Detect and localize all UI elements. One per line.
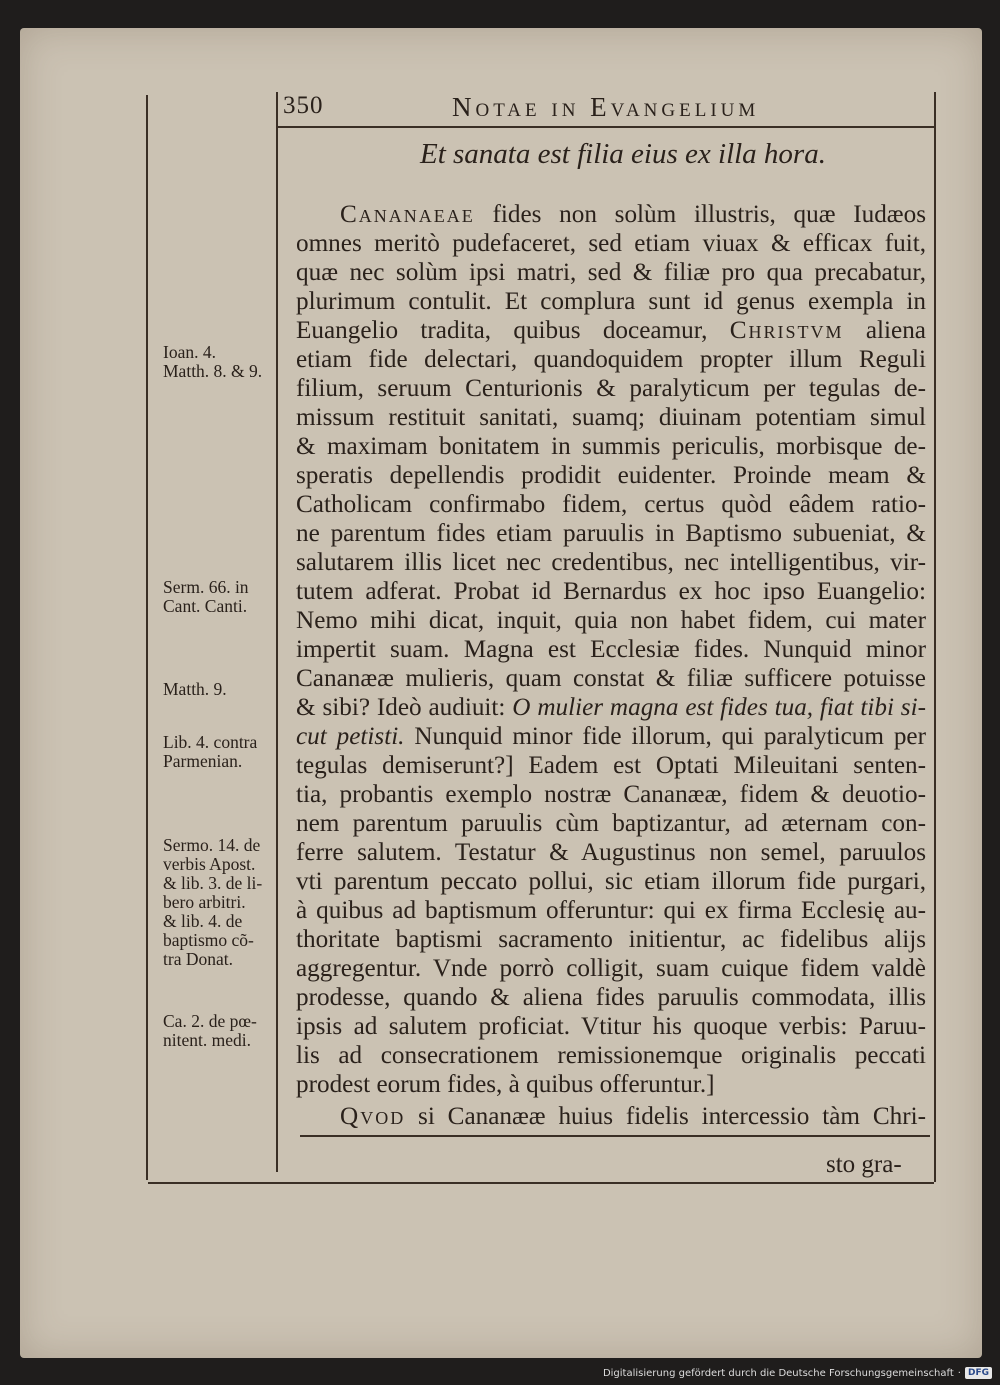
- marginal-note-line: Sermo. 14. de: [163, 835, 261, 855]
- line-text: filium, seruum Centurionis & paralyticum per tegulas de-: [296, 375, 926, 402]
- line-text: ipsis ad salutem proficiat. Vtitur his quoque verbis: Paruu-: [296, 1013, 926, 1040]
- text-line: [296, 751, 926, 780]
- text-line: [296, 925, 926, 954]
- line-text: Nunquid minor fide illorum, qui paralyticum per: [404, 723, 926, 750]
- text-line: [296, 461, 926, 490]
- text-line: [296, 258, 926, 287]
- top-rule: [276, 126, 936, 128]
- initial-word: Cananaeae: [340, 201, 475, 228]
- text-line: [296, 954, 926, 983]
- line-text: & maximam bonitatem in summis periculis, morbisque de-: [296, 433, 926, 460]
- marginal-note: [163, 578, 249, 616]
- line-text: aggregentur. Vnde porrò colligit, suam cuique fidem valdè: [296, 955, 926, 982]
- text-line: [296, 287, 926, 316]
- line-text: plurimum contulit. Et complura sunt id genus exempla in: [296, 288, 926, 315]
- text-line: [296, 693, 926, 722]
- text-end-rule: [300, 1135, 930, 1137]
- marginal-note: [163, 733, 257, 771]
- dfg-logo: DFG: [965, 1367, 992, 1379]
- text-line: [296, 780, 926, 809]
- text-line: [296, 374, 926, 403]
- text-line: [296, 867, 926, 896]
- line-text: ne parentum fides etiam paruulis in Baptismo subueniat, &: [296, 520, 926, 547]
- text-line: [296, 722, 926, 751]
- right-frame-rule: [934, 92, 936, 1182]
- line-text: & sibi? Ideò audiuit:: [296, 694, 513, 721]
- marginal-note: [163, 836, 262, 969]
- text-line: [296, 519, 926, 548]
- marginal-note-line: & lib. 4. de: [163, 911, 243, 931]
- text-line: [296, 896, 926, 925]
- text-line: [296, 200, 926, 229]
- text-line: [296, 606, 926, 635]
- line-text: si Cananææ huius fidelis intercessio tàm Chri-: [405, 1103, 926, 1130]
- verse-subtitle: Et sanata est filia eius ex illa hora.: [420, 138, 826, 170]
- marginal-note: [163, 680, 227, 699]
- line-text: quæ nec solùm ipsi matri, sed & filiæ pro qua precabatur,: [296, 259, 926, 286]
- text-line: [296, 664, 926, 693]
- marginal-note-line: Ioan. 4.: [163, 342, 216, 362]
- line-text: prodest eorum fides, à quibus offeruntur.]: [296, 1071, 715, 1098]
- text-line: [296, 838, 926, 867]
- marginal-note-line: Matth. 9.: [163, 679, 227, 699]
- marginal-note-line: bero arbitri.: [163, 892, 246, 912]
- funding-footer: Digitalisierung gefördert durch die Deutsche Forschungsgemeinschaft · DFG: [603, 1367, 992, 1379]
- marginal-note-line: Serm. 66. in: [163, 577, 249, 597]
- line-text: thoritate baptismi sacramento initientur, ac fidelibus alijs: [296, 926, 926, 953]
- page-number: 350: [283, 92, 324, 119]
- line-text: etiam fide delectari, quandoquidem propter illum Reguli: [296, 346, 926, 373]
- text-line: [296, 1012, 926, 1041]
- line-text: vti parentum peccato pollui, sic etiam illorum fide purgari,: [296, 868, 926, 895]
- marginal-note-line: Matth. 8. & 9.: [163, 361, 263, 381]
- marginal-note-line: nitent. medi.: [163, 1030, 251, 1050]
- line-text: Euangelio tradita, quibus doceamur,: [296, 317, 730, 344]
- marginal-note-line: verbis Apost.: [163, 854, 256, 874]
- line-text: tutem adferat. Probat id Bernardus ex hoc ipso Euangelio:: [296, 578, 926, 605]
- marginal-note-line: Ca. 2. de pœ-: [163, 1011, 257, 1031]
- text-line: [296, 229, 926, 258]
- line-text: speratis depellendis prodidit euidenter. Proinde meam &: [296, 462, 926, 489]
- running-title: Notae in Evangelium: [452, 92, 760, 122]
- marginal-note-line: Cant. Canti.: [163, 596, 248, 616]
- marginal-note: [163, 1012, 257, 1050]
- line-text: tegulas demiserunt?] Eadem est Optati Mileuitani senten-: [296, 752, 926, 779]
- text-line: [296, 635, 926, 664]
- text-line: [296, 548, 926, 577]
- marginal-note-line: tra Donat.: [163, 949, 233, 969]
- line-text: Nemo mihi dicat, inquit, quia non habet fidem, cui mater: [296, 607, 926, 634]
- text-line: [296, 577, 926, 606]
- line-text: fides non solùm illustris, quæ Iudæos: [474, 201, 926, 228]
- text-line: [296, 1070, 926, 1099]
- small-caps-word: Christvm: [729, 317, 844, 344]
- line-text: salutarem illis licet nec credentibus, nec intelligentibus, vir-: [296, 549, 926, 576]
- line-text: aliena: [843, 317, 926, 344]
- line-text: Catholicam confirmabo fidem, certus quòd eâdem ratio-: [296, 491, 926, 518]
- margin-left-rule: [146, 95, 148, 1180]
- marginal-note-line: Parmenian.: [163, 751, 243, 771]
- line-text: ferre salutem. Testatur & Augustinus non semel, paruulos: [296, 839, 926, 866]
- line-text: tia, probantis exemplo nostræ Cananææ, fidem & deuotio-: [296, 781, 926, 808]
- marginal-note-line: Lib. 4. contra: [163, 732, 258, 752]
- text-line: [296, 809, 926, 838]
- text-line: [296, 432, 926, 461]
- text-line: [296, 1041, 926, 1070]
- inner-left-rule: [276, 92, 278, 1172]
- text-line: [296, 983, 926, 1012]
- italic-quote: cut petisti.: [296, 723, 405, 750]
- line-text: Cananææ mulieris, quam constat & filiæ sufficere potuisse: [296, 665, 926, 692]
- marginal-note-line: & lib. 3. de li-: [163, 873, 263, 893]
- text-line: [296, 1102, 926, 1131]
- line-text: nem parentum paruulis cùm baptizantur, ad æternam con-: [296, 810, 926, 837]
- funding-text: Digitalisierung gefördert durch die Deutsche Forschungsgemeinschaft: [602, 1367, 954, 1379]
- text-line: [296, 316, 926, 345]
- text-line: [296, 403, 926, 432]
- line-text: lis ad consecrationem remissionemque originalis peccati: [296, 1042, 926, 1069]
- line-text: impertit suam. Magna est Ecclesiæ fides. Nunquid minor: [296, 636, 926, 663]
- line-text: à quibus ad baptismum offeruntur: qui ex firma Ecclesię au-: [296, 897, 926, 924]
- text-line: [296, 345, 926, 374]
- body-text: [296, 200, 926, 1131]
- marginal-note-line: baptismo cõ-: [163, 930, 254, 950]
- catchword: sto gra-: [826, 1151, 902, 1178]
- line-text: omnes meritò pudefaceret, sed etiam viuax & efficax fuit,: [296, 230, 926, 257]
- marginal-note: [163, 343, 262, 381]
- line-text: prodesse, quando & aliena fides paruulis commodata, illis: [296, 984, 926, 1011]
- initial-word: Qvod: [340, 1103, 406, 1130]
- bottom-rule: [148, 1182, 934, 1184]
- italic-quote: O mulier magna est fides tua, fiat tibi si-: [512, 694, 926, 721]
- line-text: missum restituit sanitati, suamq; diuinam potentiam simul: [296, 404, 926, 431]
- text-line: [296, 490, 926, 519]
